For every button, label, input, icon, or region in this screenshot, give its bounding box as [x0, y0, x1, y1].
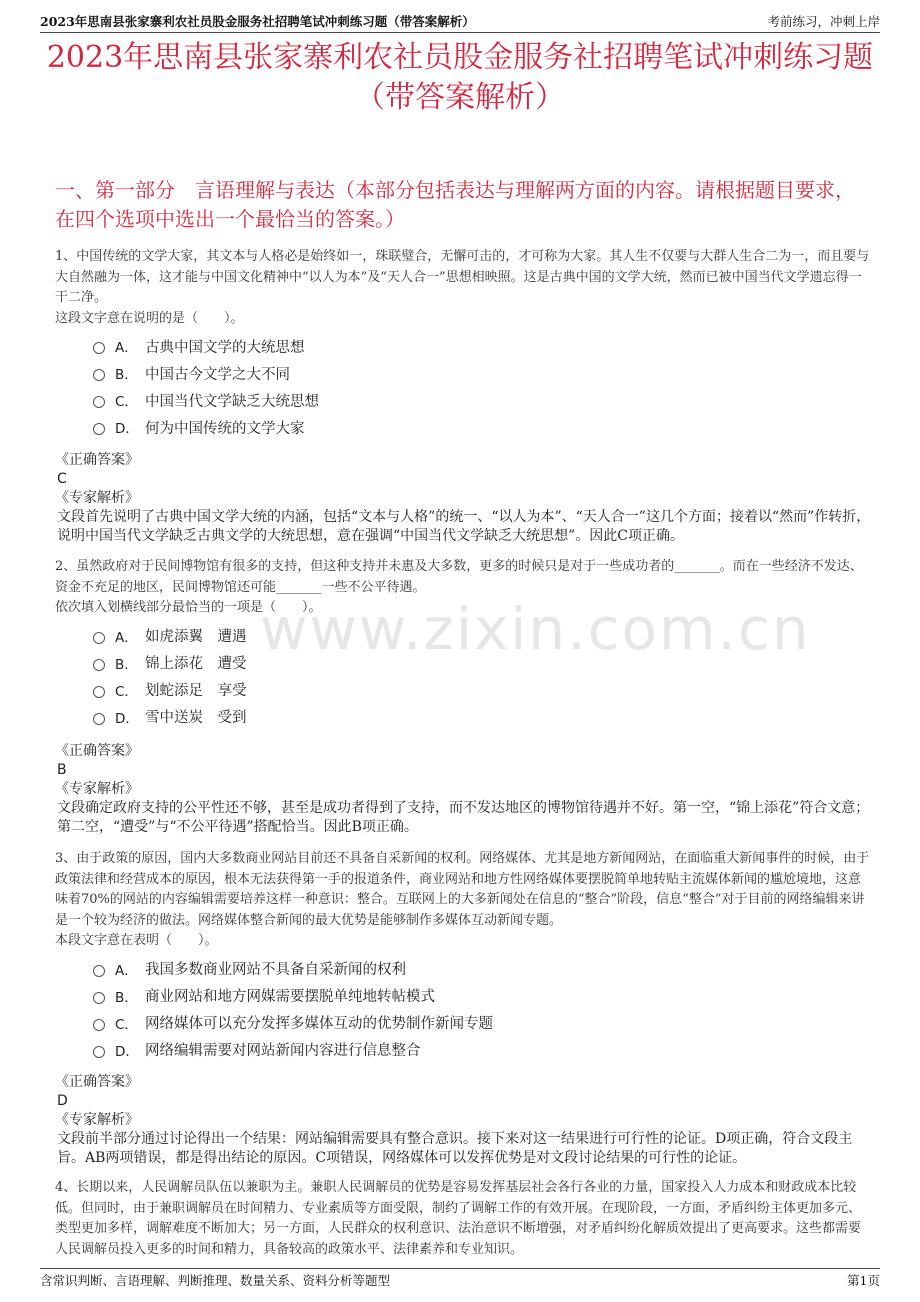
question-1: [55, 247, 872, 441]
option-a[interactable]: [93, 622, 872, 649]
question-prompt: 本段文字意在表明（ ）。: [55, 933, 218, 948]
answer-label: 《正确答案》: [55, 743, 139, 759]
option-text: 网络媒体可以充分发挥多媒体互动的优势制作新闻专题: [145, 1016, 493, 1032]
answer-value: B: [57, 762, 67, 778]
explanation-text: 文段确定政府支持的公平性还不够，甚至是成功者得到了支持，而不发达地区的博物馆待遇并不好。第一空，“锦上添花”符合文意；第二空，“遭受”与“不公平待遇”搭配恰当。因此B项正确。: [57, 800, 870, 835]
radio-icon[interactable]: [93, 396, 105, 408]
explanation-label: 《专家解析》: [55, 490, 139, 506]
option-text: 我国多数商业网站不具备自采新闻的权利: [145, 962, 406, 978]
question-stem: 2、虽然政府对于民间博物馆有很多的支持，但这种支持并未惠及大多数，更多的时候只是对于一些成功者的_______。而在一些经济不发达、资金不充足的地区，民间博物馆还可能_______一些不公平待遇。: [55, 559, 863, 595]
radio-icon[interactable]: [93, 686, 105, 698]
question-2: [55, 557, 872, 730]
option-d[interactable]: [93, 703, 872, 730]
option-c[interactable]: [93, 1009, 872, 1036]
radio-icon[interactable]: [93, 965, 105, 977]
option-letter: C．: [115, 683, 138, 700]
page-footer: [40, 1268, 880, 1291]
option-letter: C．: [115, 1016, 138, 1033]
option-text: 雪中送炭 受到: [145, 710, 247, 726]
option-d[interactable]: [93, 1036, 872, 1063]
radio-icon[interactable]: [93, 992, 105, 1004]
explanation-label: 《专家解析》: [55, 781, 139, 797]
option-letter: A．: [115, 629, 138, 646]
page-number: 第1页: [847, 1273, 880, 1288]
option-text: 中国当代文学缺乏大统思想: [145, 393, 319, 410]
header-doc-title: 2023年思南县张家寨利农社员股金服务社招聘笔试冲刺练习题（带答案解析）: [40, 14, 475, 29]
question-prompt: 依次填入划横线部分最恰当的一项是（ ）。: [55, 600, 322, 615]
answer-block-1: [55, 451, 872, 546]
option-b[interactable]: [93, 360, 872, 387]
option-c[interactable]: [93, 387, 872, 414]
option-letter: A．: [115, 340, 138, 356]
answer-block-2: [55, 742, 872, 837]
option-b[interactable]: [93, 649, 872, 676]
option-list: [93, 622, 872, 730]
answer-label: 《正确答案》: [55, 1074, 139, 1090]
option-letter: D．: [115, 1043, 139, 1060]
option-d[interactable]: [93, 414, 872, 441]
section-heading: 一、第一部分 言语理解与表达（本部分包括表达与理解两方面的内容。请根据题目要求，在四个选项中选出一个最恰当的答案。）: [55, 178, 855, 231]
answer-block-3: [55, 1073, 872, 1168]
explanation-text: 文段首先说明了古典中国文学大统的内涵，包括“文本与人格”的统一、“以人为本”、“天人合一”这几个方面；接着以“然而”作转折，说明中国当代文学缺乏古典文学的大统思想，意在强调“中国当代文学缺乏大统思想”。因此C项正确。: [57, 509, 871, 544]
question-stem: 3、由于政策的原因，国内大多数商业网站目前还不具备自采新闻的权利。网络媒体、尤其是地方新闻网站，在面临重大新闻事件的时候，由于政策法律和经营成本的原因，根本无法获得第一手的报道条件，商业网站和地方性网络媒体要摆脱简单地转贴主流媒体新闻的尴尬境地，这意味着70%的网站的内容编辑需要培养这样一种意识：整合。互联网上的大多新闻处在信息的“整合”阶段，信息“整合”对于目前的网络编辑来讲是一个较为经济的做法。网络媒体整合新闻的最大优势是能够制作多媒体互动新闻专题。: [55, 851, 870, 928]
radio-icon[interactable]: [93, 1019, 105, 1031]
radio-icon[interactable]: [93, 423, 105, 435]
option-list: [93, 333, 872, 441]
option-text: 中国古今文学之大不同: [145, 366, 290, 383]
option-letter: B．: [115, 367, 138, 383]
option-text: 网络编辑需要对网站新闻内容进行信息整合: [145, 1043, 421, 1059]
radio-icon[interactable]: [93, 713, 105, 725]
radio-icon[interactable]: [93, 1046, 105, 1058]
answer-label: 《正确答案》: [55, 452, 139, 468]
watermark: www.zixin.com.cn: [260, 595, 811, 663]
question-4: [55, 1178, 872, 1260]
option-c[interactable]: [93, 676, 872, 703]
question-prompt: 这段文字意在说明的是（ ）。: [55, 310, 244, 326]
option-letter: B．: [115, 656, 138, 673]
explanation-text: 文段前半部分通过讨论得出一个结果：网站编辑需要具有整合意识。接下来对这一结果进行可行性的论证。D项正确，符合文段主旨。AB两项错误，都是得出结论的原因。C项错误，网络媒体可以发挥优势是对文段讨论结果的可行性的论证。: [57, 1131, 853, 1166]
option-text: 古典中国文学的大统思想: [145, 339, 305, 356]
option-text: 何为中国传统的文学大家: [145, 420, 305, 437]
radio-icon[interactable]: [93, 632, 105, 644]
option-list: [93, 955, 872, 1063]
option-a[interactable]: [93, 955, 872, 982]
explanation-label: 《专家解析》: [55, 1112, 139, 1128]
option-text: 划蛇添足 享受: [145, 683, 247, 699]
radio-icon[interactable]: [93, 369, 105, 381]
option-text: 商业网站和地方网媒需要摆脱单纯地转帖模式: [145, 989, 435, 1005]
option-letter: B．: [115, 989, 138, 1006]
option-text: 如虎添翼 遭遇: [145, 629, 247, 645]
answer-value: D: [57, 1093, 68, 1109]
option-letter: A．: [115, 962, 138, 979]
page-header: [40, 10, 880, 33]
header-slogan: 考前练习，冲刺上岸: [767, 14, 880, 29]
answer-value: C: [57, 471, 67, 487]
question-stem: 4、长期以来，人民调解员队伍以兼职为主。兼职人民调解员的优势是容易发挥基层社会各行各业的力量，国家投入人力成本和财政成本比较低。但同时，由于兼职调解员在时间精力、专业素质等方面受限，制约了调解工作的有效开展。在现阶段，一方面，矛盾纠纷主体更加多元、类型更加多样，调解难度不断加大；另一方面，人民群众的权利意识、法治意识不断增强，对矛盾纠纷化解质效提出了更高要求。这些都需要人民调解员投入更多的时间和精力，具备较高的政策水平、法律素养和专业知识。: [55, 1180, 862, 1257]
option-letter: D．: [115, 710, 139, 727]
option-b[interactable]: [93, 982, 872, 1009]
question-stem: 1、中国传统的文学大家，其文本与人格必是始终如一，珠联璧合，无懈可击的，才可称为大家。其人生不仅要与大群人生合二为一，而且要与大自然融为一体，这才能与中国文化精神中“以人为本”及“天人合一”思想相映照。这是古典中国的文学大统，然而已被中国当代文学遗忘得一干二净。: [55, 249, 870, 305]
option-a[interactable]: [93, 333, 872, 360]
radio-icon[interactable]: [93, 659, 105, 671]
footer-topics: 含常识判断、言语理解、判断推理、数量关系、资料分析等题型: [40, 1273, 391, 1288]
option-letter: D．: [115, 421, 139, 437]
option-letter: C．: [115, 394, 138, 410]
question-3: [55, 849, 872, 1063]
option-text: 锦上添花 遭受: [145, 656, 247, 672]
document-title: 2023年思南县张家寨利农社员股金服务社招聘笔试冲刺练习题（带答案解析）: [46, 40, 874, 115]
radio-icon[interactable]: [93, 342, 105, 354]
